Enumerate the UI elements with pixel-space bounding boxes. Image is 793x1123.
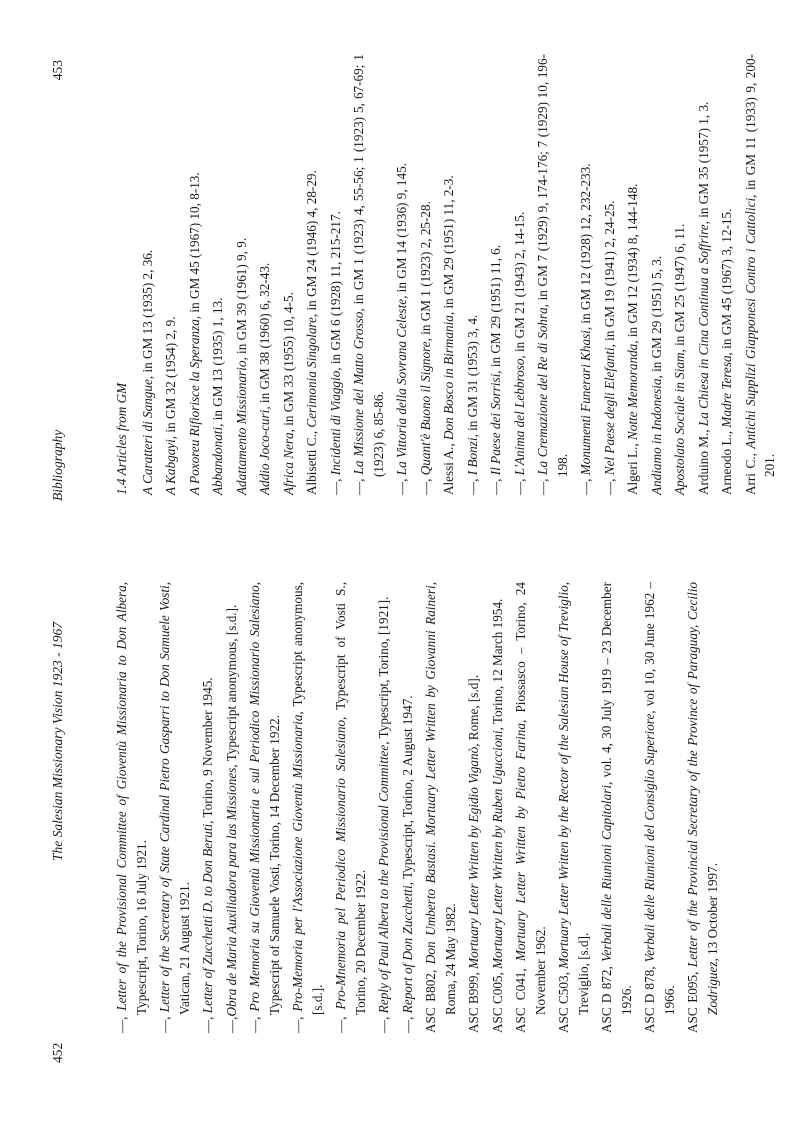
bibliography-entry <box>600 54 620 495</box>
entry-title: Don Umberto Bastasi. Mortuary Letter Written by Giovanni Raineri, <box>423 582 438 965</box>
bibliography-entry <box>623 54 643 495</box>
entry-details: Typescript anonymous, [s.d.]. <box>290 581 325 1015</box>
entry-author: ASC C005, <box>489 968 505 1033</box>
entry-author: —, <box>464 475 480 495</box>
bibliography-entry <box>288 582 327 1033</box>
page-number: 452 <box>50 1042 65 1063</box>
bibliography-entry <box>245 582 284 1033</box>
entry-author: —, <box>578 475 593 495</box>
bibliography-entry <box>597 582 636 1033</box>
entry-details: in GM 13 (1935) 2, 36. <box>139 249 155 376</box>
entry-author: ASC C041, <box>513 961 528 1033</box>
entry-details: Typescript of Samuele Vosti, Torino, 14 December 1922. <box>266 715 282 1015</box>
bibliography-entry <box>511 582 550 1033</box>
entry-title: L'Anima del Lebbroso, <box>511 355 527 476</box>
section-heading: 1.4 Articles from GM <box>114 382 129 495</box>
entry-title: Mortuary Letter Written by Pietro Farina, <box>513 719 528 962</box>
entry-details: in GM 19 (1941) 2, 24-25. <box>601 200 617 345</box>
entry-author: —, <box>394 475 409 495</box>
entry-details: Treviglio, [s.d]. <box>575 932 591 1015</box>
bibliography-entry <box>741 54 780 495</box>
entry-title: La Chiesa in Cina Continua a Soffrire, <box>695 221 711 427</box>
entry-title: Adattamento Missionario, <box>233 357 249 495</box>
bibliography-entry <box>670 54 690 495</box>
entry-details: in GM 7 (1929) 9, 174-176; 7 (1929) 10, 196-198. <box>535 54 570 477</box>
bibliography-entry <box>694 54 714 495</box>
bibliography-entry <box>155 582 194 1033</box>
entry-title: La Cremazione del Re di Sohra, <box>535 304 550 475</box>
entry-title: Notte Memoranda, <box>625 340 640 441</box>
bibliography-entry <box>185 54 205 495</box>
entry-title: Quant'è Buono il Signore, <box>417 338 433 476</box>
entry-details: in GM 29 (1951) 11, 2-3. <box>441 175 456 312</box>
entry-author: Arri C., <box>742 448 758 495</box>
entry-author: —, <box>247 1011 262 1033</box>
entry-details: in GM 39 (1961) 9, 9. <box>233 237 249 358</box>
entry-title: Andiamo in Indonesia, <box>648 375 664 495</box>
bibliography-entry <box>232 54 252 495</box>
entry-title: Letter of the Provisional Committee of Gioventù Missionaria to Don Albera, <box>114 582 129 1011</box>
entry-title: Nel Paese degli Elefanti, <box>601 344 617 476</box>
entry-author: —, <box>290 1011 305 1033</box>
entry-details: in GM 21 (1943) 2, 14-15. <box>511 211 527 356</box>
entry-title: Il Paese dei Sorrisi, <box>488 370 503 476</box>
entry-details: in GM 11 (1933) 9, 200-201. <box>742 54 777 477</box>
entry-author: —, <box>488 475 503 495</box>
entry-details: in GM 1 (1923) 2, 25-28. <box>417 201 433 339</box>
bibliography-entry <box>683 582 722 1033</box>
entry-title: La Vittoria della Sovrana Celeste, <box>394 295 409 476</box>
entry-author: Algeri L., <box>625 440 640 495</box>
bibliography-entry <box>576 54 596 495</box>
running-title: The Salesian Missionary Vision 1923 - 1967 <box>50 622 65 861</box>
bibliography-entry <box>331 582 370 1033</box>
bibliography-entry <box>464 582 484 1033</box>
running-title: Bibliography <box>50 429 65 501</box>
running-head <box>50 622 74 1063</box>
bibliography-entry <box>112 582 151 1033</box>
entry-author: —, <box>399 1013 415 1033</box>
entry-author: —, <box>157 1012 172 1033</box>
entry-details: Torino, 12 March 1954. <box>489 598 505 728</box>
bibliography-entry <box>554 582 593 1033</box>
bibliography-entry <box>533 54 572 495</box>
entry-details: in GM 33 (1955) 10, 4-5. <box>280 292 296 430</box>
bibliography-entry <box>326 54 346 495</box>
entry-title: Pro-Mnemoria pel Periodico Missionario Salesiano, <box>333 716 348 1010</box>
entry-details: in GM 32 (1954) 2, 9. <box>163 316 178 436</box>
entry-title: Letter of the Secretary of State Cardinal Pietro Gasparri to Don Samuele Vosti, <box>157 582 172 1013</box>
bibliography-entry <box>222 582 242 1033</box>
entry-title: Don Bosco in Birmania, <box>441 311 456 441</box>
entry-author: Arduino M., <box>695 426 711 495</box>
entry-details: Typescript of Vosti S., Torino, 20 December 1922. <box>333 582 368 1015</box>
bibliography-entry <box>349 54 388 495</box>
entry-title: I Bonzi, <box>464 434 480 476</box>
entry-details: Vatican, 21 August 1921. <box>176 882 192 1015</box>
entry-details: in GM 35 (1957) 1, 3. <box>695 101 711 222</box>
entry-title: Monumenti Funerari Khasi, <box>578 326 593 476</box>
entry-details: Typescript, Torino, 2 August 1947. <box>399 695 415 883</box>
entry-author: —, <box>327 475 343 495</box>
entry-details: Roma, 24 May 1982. <box>442 903 458 1015</box>
bibliography-entry <box>421 582 460 1033</box>
running-head <box>50 60 74 501</box>
entry-author: —, <box>333 1009 348 1033</box>
entry-details: Typescript, Torino, 16 July 1921. <box>133 840 149 1015</box>
entry-details: in GM 45 (1967) 10, 8-13. <box>186 172 202 316</box>
entry-details: Typescript, Torino, [1921]. <box>376 596 391 742</box>
entry-details: in GM 14 (1936) 9, 145. <box>394 163 409 296</box>
entry-author: ASC D 878, <box>642 962 657 1033</box>
entry-title: Obra de Maria Auxiliadora para las Missiones, <box>223 764 239 1017</box>
entry-details: in GM 45 (1967) 3, 12-15. <box>719 208 734 353</box>
bibliography-entry <box>374 582 394 1033</box>
entry-title: A Kabgayi, <box>163 435 178 495</box>
bibliography-entry <box>510 54 530 495</box>
entry-details: in GM 29 (1951) 11, 6. <box>488 244 503 371</box>
entry-title: Apostolato Sociale in Siam, <box>672 349 687 495</box>
bibliography-entry <box>398 582 418 1033</box>
entry-author: —, <box>351 474 366 495</box>
entry-title: Antichi Supplizi Giapponesi Contro i Cattolici, <box>742 194 758 449</box>
bibliography-entry <box>717 54 737 495</box>
entry-details: in GM 38 (1960) 6, 32-43. <box>257 262 272 407</box>
bibliography-list <box>112 54 784 495</box>
entry-author: —, <box>376 1013 391 1033</box>
entry-details: in GM 29 (1951) 5, 3. <box>648 255 664 376</box>
bibliography-entry <box>392 54 412 495</box>
bibliography-entry <box>486 54 506 495</box>
entry-details: vol. 4, 30 July 1919 – 23 December 1926. <box>599 581 634 1015</box>
entry-title: Mortuary Letter Written by Ruben Uguccioni, <box>489 727 505 969</box>
entry-author: ASC D 872, <box>599 961 614 1033</box>
entry-author: ASC B999, <box>466 968 481 1033</box>
entry-title: Reply of Paul Albera to the Provisional Committee, <box>376 741 391 1014</box>
entry-title: A Poxoreu Rifiorisce la Speranza, <box>186 315 202 495</box>
entry-details: in GM 1 (1923) 4, 55-56; 1 (1923) 5, 67-69; 1 (1923) 6, 85-86. <box>351 53 386 477</box>
entry-title: Pro Memoria su Gioventù Missionaria e sul Periodico Missionario Salesiano, <box>247 582 262 1012</box>
entry-details: in GM 24 (1946) 4, 28-29. <box>304 170 319 314</box>
entry-details: Rome, [s.d]. <box>466 674 481 744</box>
bibliography-entry <box>416 54 436 495</box>
entry-details: vol 10, 30 June 1962 – 1966. <box>642 582 677 1015</box>
entry-details: Torino, 9 November 1945. <box>200 677 215 821</box>
entry-author: ASC E095, <box>685 967 700 1033</box>
bibliography-entry <box>640 582 679 1033</box>
entry-title: Pro-Memoria per l'Associazione Gioventù Missionaria, <box>290 711 305 1012</box>
entry-details: in GM 12 (1928) 12, 232-233. <box>578 163 593 327</box>
entry-title: Cerimonia Singolare, <box>304 313 319 428</box>
entry-author: ASC C503, <box>556 968 571 1033</box>
entry-author: —, <box>114 1010 129 1033</box>
entry-title: Mortuary Letter Written by Egidio Viganò, <box>466 743 481 969</box>
entry-details: Piossasco – Torino, 24 November 1962. <box>513 582 548 1015</box>
entry-author: ASC B802, <box>423 964 438 1033</box>
entry-author: Arneodo L., <box>719 427 734 495</box>
bibliography-list <box>112 582 726 1033</box>
bibliography-entry <box>302 54 322 495</box>
bibliography-entry <box>161 54 181 495</box>
entry-title: La Missione del Matto Grosso, <box>351 308 366 475</box>
bibliography-entry <box>138 54 158 495</box>
bibliography-entry <box>198 582 218 1033</box>
entry-details: in GM 6 (1928) 11, 215-217. <box>327 211 343 368</box>
entry-details: in GM 13 (1935) 1, 13. <box>210 297 225 424</box>
entry-title: Verbali delle Riunioni del Consiglio Superiore, <box>642 710 657 963</box>
entry-details: 13 October 1997. <box>704 862 720 959</box>
entry-author: —, <box>511 475 527 495</box>
entry-title: Letter of Zucchetti D. to Don Beruti, <box>200 820 215 1014</box>
entry-author: Albisetti C., <box>304 427 319 495</box>
bibliography-entry <box>439 54 459 495</box>
entry-author: —, <box>417 475 433 495</box>
entry-title: Report of Don Zucchetti, <box>399 882 415 1014</box>
entry-details: in GM 12 (1934) 8, 144-148. <box>625 183 640 341</box>
entry-title: Letter of the Provincial Secretary of the Province of Paraguay, Cecilio Zodriguez, <box>685 582 720 1015</box>
entry-details: in GM 31 (1953) 3, 4. <box>464 314 480 435</box>
entry-title: Addio Joco-curi, <box>257 406 272 495</box>
entry-author: Alessi A., <box>441 440 456 495</box>
entry-author: —, <box>223 1016 239 1033</box>
entry-title: Madre Teresa, <box>719 352 734 428</box>
bibliography-entry <box>255 54 275 495</box>
page-number: 453 <box>50 60 65 81</box>
right-page <box>0 0 793 561</box>
bibliography-entry <box>488 582 508 1033</box>
bibliography-entry <box>208 54 228 495</box>
entry-details: in GM 25 (1947) 6, 11. <box>672 223 687 350</box>
left-page <box>0 562 793 1123</box>
entry-title: Mortuary Letter Written by the Rector of the Salesian House of Treviglio, <box>556 581 571 969</box>
entry-details: Typescript anonymous, [s.d.]. <box>223 604 239 765</box>
entry-title: A Caratteri di Sangue, <box>139 375 155 495</box>
entry-author: —, <box>535 474 550 495</box>
bibliography-entry <box>463 54 483 495</box>
entry-title: Verbali delle Riunioni Capitolari, <box>599 781 614 962</box>
bibliography-entry <box>279 54 299 495</box>
entry-author: —, <box>601 475 617 495</box>
entry-author: —, <box>200 1013 215 1033</box>
entry-title: Abbandonati, <box>210 423 225 495</box>
entry-title: Africa Nera, <box>280 429 296 495</box>
entry-title: Incidenti di Viaggio, <box>327 367 343 476</box>
bibliography-entry <box>647 54 667 495</box>
